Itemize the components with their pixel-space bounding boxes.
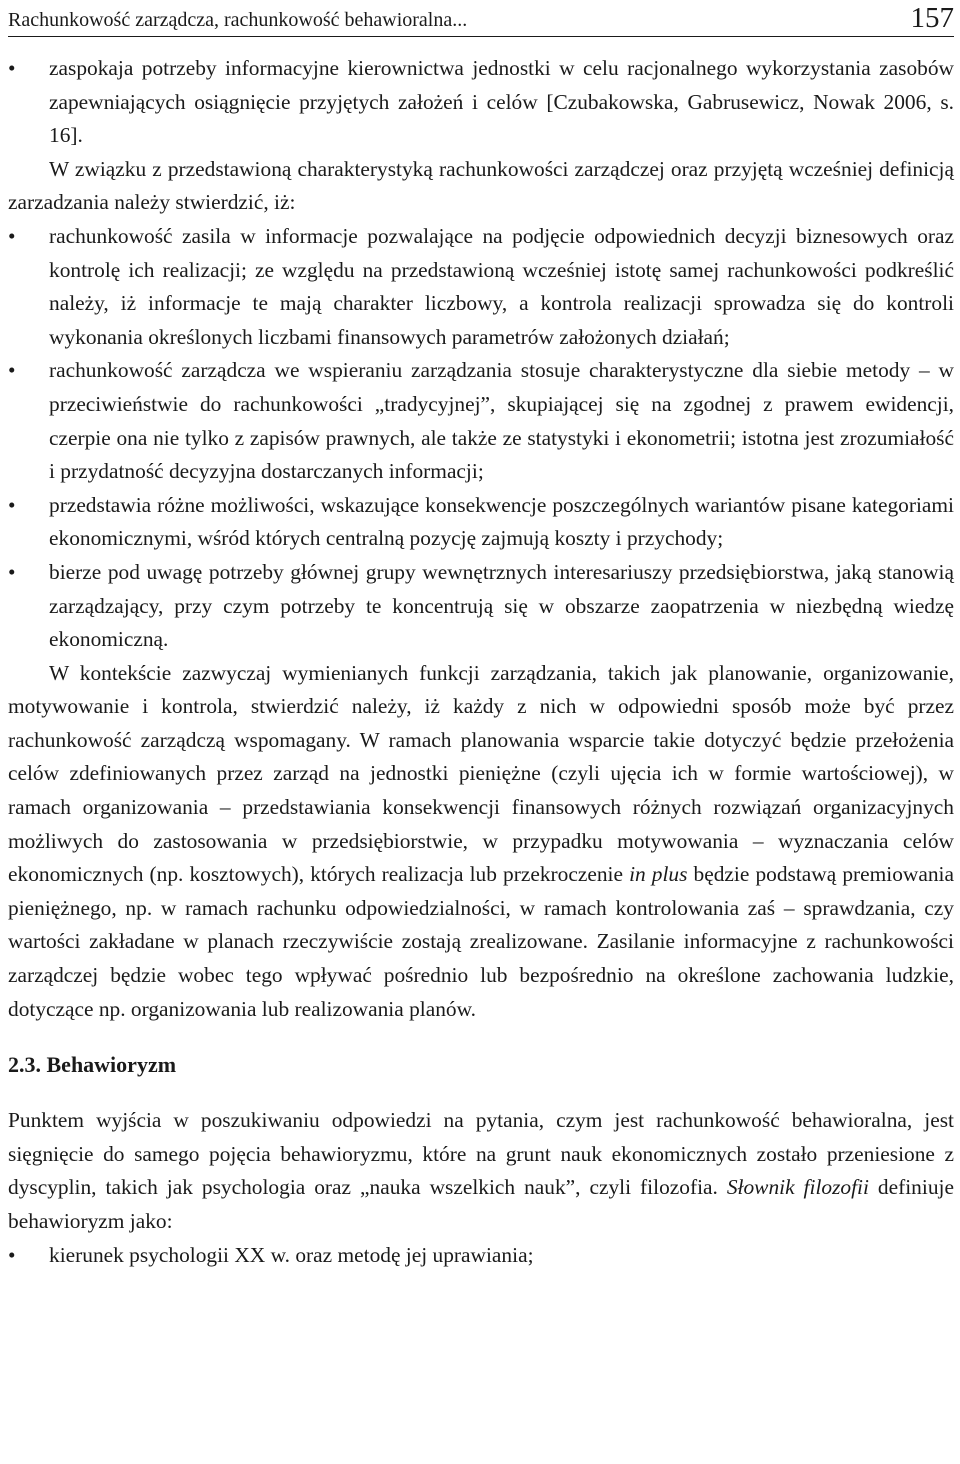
paragraph bbox=[8, 657, 954, 1027]
bullet-item: • przedstawia różne możliwości, wskazujące konsekwencje poszczególnych wariantów pisane kategoriami ekonomicznymi, wśród których centralną pozycję zajmują koszty i przychody; bbox=[8, 489, 954, 556]
running-title: Rachunkowość zarządcza, rachunkowość behawioralna... bbox=[8, 9, 468, 31]
bullet-item: • rachunkowość zarządcza we wspieraniu zarządzania stosuje charakterystyczne dla siebie metody – w przeciwieństwie do rachunkowości „tradycyjnej”, skupiającej się na zgodnej z prawem ewidencji, czerpie ona nie tylko z zapisów prawnych, ale także ze statystyki i ekonometrii; istotna jest zrozumiałość i przydatność decyzyjna dostarczanych informacji; bbox=[8, 354, 954, 488]
bullet-item: • bierze pod uwagę potrzeby głównej grupy wewnętrznych interesariuszy przedsiębiorstwa, jaką stanowią zarządzający, przy czym potrzeby te koncentrują się w obszarze zaopatrzenia w niezbędną wiedzę ekonomiczną. bbox=[8, 556, 954, 657]
document-page bbox=[8, 0, 954, 1464]
paragraph-text: definiuje behawioryzm jako: bbox=[8, 1175, 954, 1233]
bullet-item: • zaspokaja potrzeby informacyjne kierownictwa jednostki w celu racjonalnego wykorzystania zasobów zapewniających osiągnięcie przyjętych założeń i celów [Czubakowska, Gabrusewicz, Nowak 2006, s. 16]. bbox=[8, 52, 954, 153]
paragraph bbox=[8, 1104, 954, 1238]
paragraph-text: Punktem wyjścia w poszukiwaniu odpowiedzi na pytania, czym jest rachunkowość behawioralna, jest sięgnięcie do samego pojęcia behawioryzmu, które na grunt nauk ekonomicznych zostało przeniesione z dyscyplin, takich jak psychologia oraz „nauka wszelkich nauk”, czyli filozofia. bbox=[8, 1108, 954, 1200]
italic-title: Słownik filozofii bbox=[726, 1175, 869, 1200]
paragraph: W związku z przedstawioną charakterystyką rachunkowości zarządczej oraz przyjętą wcześniej definicją zarzadzania należy stwierdzić, iż: bbox=[8, 156, 954, 215]
paragraph-text: W kontekście zazwyczaj wymienianych funkcji zarządzania, takich jak planowanie, organizowanie, motywowanie i kontrola, stwierdzić należy, iż każdy z nich w odpowiedni sposób może być przez rachunkowość zarządczą wspomagany. W ramach planowania wsparcie takie dotyczyć będzie przełożenia celów zdefiniowanych przez zarząd na jednostki pieniężne (czyli ujęcia ich w formie wartościowej), w ramach organizowania – przedstawiania konsekwencji finansowych różnych rozwiązań organizacyjnych możliwych do zastosowania w przedsiębiorstwie, w przypadku motywowania – wyznaczania celów ekonomicznych (np. kosztowych), których realizacja lub przekroczenie bbox=[8, 660, 954, 887]
section-heading: 2.3. Behawioryzm bbox=[8, 1052, 177, 1078]
bullet-item: • kierunek psychologii XX w. oraz metodę jej uprawiania; bbox=[8, 1239, 954, 1273]
italic-phrase: in plus bbox=[629, 862, 688, 887]
body-text bbox=[8, 52, 954, 1272]
paragraph-text: będzie podstawą premiowania pieniężnego, np. w ramach rachunku odpowiedzialności, w ramach kontrolowania zaś – sprawdzania, czy wartości zakładane w planach rzeczywiście zostają zrealizowane. Zasilanie informacyjne z rachunkowości zarządczej będzie wobec tego wpływać pośrednio lub bezpośrednio na określone zachowania ludzkie, dotyczące np. organizowania lub realizowania planów. bbox=[8, 862, 954, 1021]
bullet-item: • rachunkowość zasila w informacje pozwalające na podjęcie odpowiednich decyzji biznesowych oraz kontrolę ich realizacji; ze względu na przedstawioną wcześniej istotę samej rachunkowości podkreślić należy, iż informacje te mają charakter liczbowy, a kontrola realizacji sprowadza się do kontroli wykonania określonych liczbami finansowych parametrów założonych działań; bbox=[8, 220, 954, 354]
running-header bbox=[8, 4, 954, 37]
page-number: 157 bbox=[910, 2, 954, 34]
